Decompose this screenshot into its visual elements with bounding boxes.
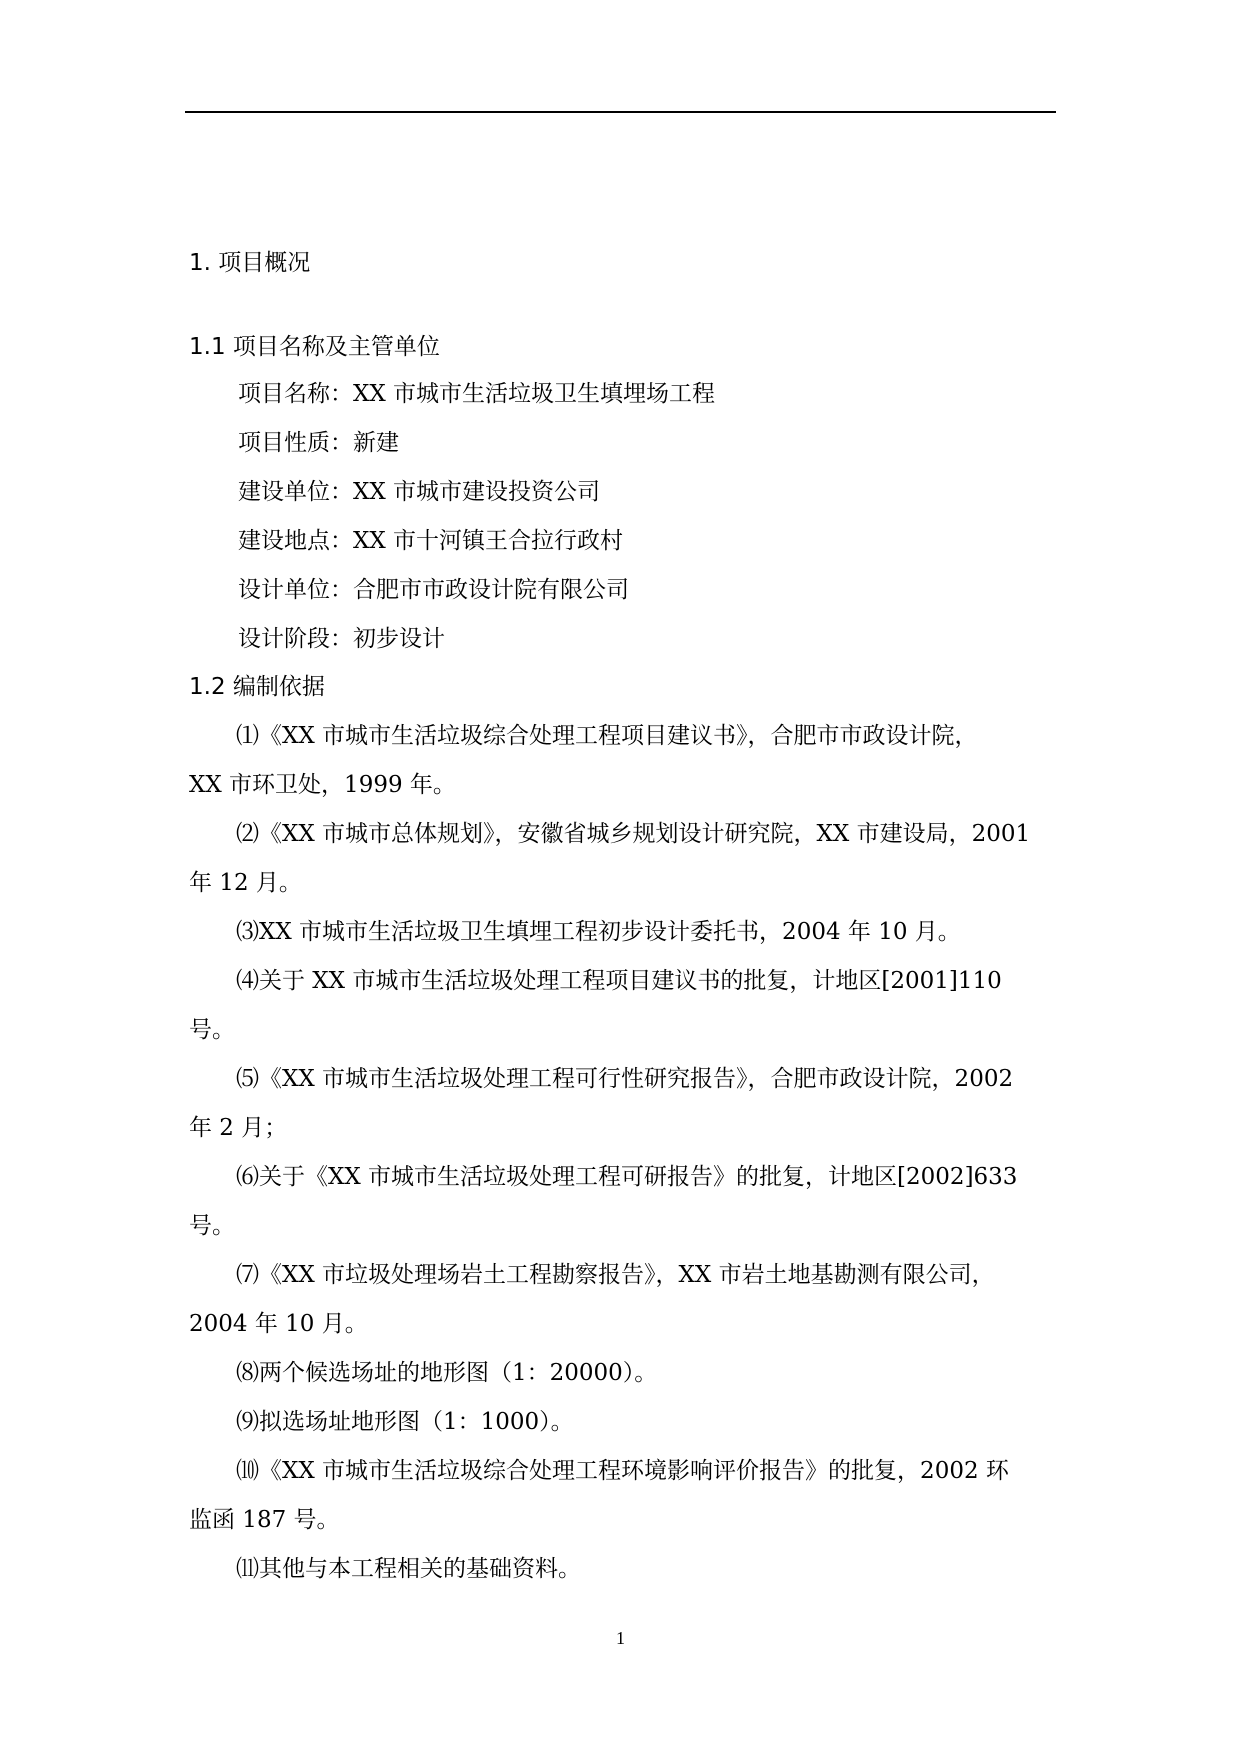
section-1-1-heading: 1.1 项目名称及主管单位 (189, 334, 440, 360)
basis-item-11: ⑾其他与本工程相关的基础资料。 (236, 1556, 581, 1582)
basis-item-4-cont: 号。 (189, 1017, 235, 1043)
basis-item-1-cont: XX 市环卫处，1999 年。 (189, 772, 456, 798)
basis-item-4: ⑷关于 XX 市城市生活垃圾处理工程项目建议书的批复，计地区[2001]110 (236, 968, 1002, 994)
basis-item-2: ⑵《XX 市城市总体规划》，安徽省城乡规划设计研究院，XX 市建设局，2001 (236, 821, 1031, 847)
basis-item-1: ⑴《XX 市城市生活垃圾综合处理工程项目建议书》，合肥市市政设计院， (236, 723, 978, 749)
field-builder: 建设单位：XX 市城市建设投资公司 (238, 479, 601, 505)
field-project-name: 项目名称：XX 市城市生活垃圾卫生填埋场工程 (238, 381, 716, 407)
field-designer: 设计单位：合肥市市政设计院有限公司 (238, 577, 629, 603)
page-number: 1 (616, 1628, 625, 1648)
section-1-2-heading: 1.2 编制依据 (189, 674, 325, 700)
field-location: 建设地点：XX 市十河镇王合拉行政村 (238, 528, 624, 554)
basis-item-8: ⑻两个候选场址的地形图（1：20000）。 (236, 1360, 658, 1386)
basis-item-10-cont: 监函 187 号。 (189, 1507, 340, 1533)
basis-item-2-cont: 年 12 月。 (189, 870, 302, 896)
basis-item-7: ⑺《XX 市垃圾处理场岩土工程勘察报告》，XX 市岩土地基勘测有限公司， (236, 1262, 995, 1288)
header-rule (185, 111, 1056, 113)
field-project-nature: 项目性质：新建 (238, 430, 399, 456)
basis-item-6: ⑹关于《XX 市城市生活垃圾处理工程可研报告》的批复，计地区[2002]633 (236, 1164, 1018, 1190)
basis-item-10: ⑽《XX 市城市生活垃圾综合处理工程环境影响评价报告》的批复，2002 环 (236, 1458, 1009, 1484)
basis-item-5: ⑸《XX 市城市生活垃圾处理工程可行性研究报告》，合肥市政设计院，2002 (236, 1066, 1014, 1092)
section-1-heading: 1. 项目概况 (189, 250, 311, 276)
basis-item-5-cont: 年 2 月； (189, 1115, 288, 1141)
basis-item-7-cont: 2004 年 10 月。 (189, 1311, 368, 1337)
basis-item-6-cont: 号。 (189, 1213, 235, 1239)
field-design-stage: 设计阶段：初步设计 (238, 626, 445, 652)
basis-item-3: ⑶XX 市城市生活垃圾卫生填埋工程初步设计委托书，2004 年 10 月。 (236, 919, 961, 945)
basis-item-9: ⑼拟选场址地形图（1：1000）。 (236, 1409, 574, 1435)
